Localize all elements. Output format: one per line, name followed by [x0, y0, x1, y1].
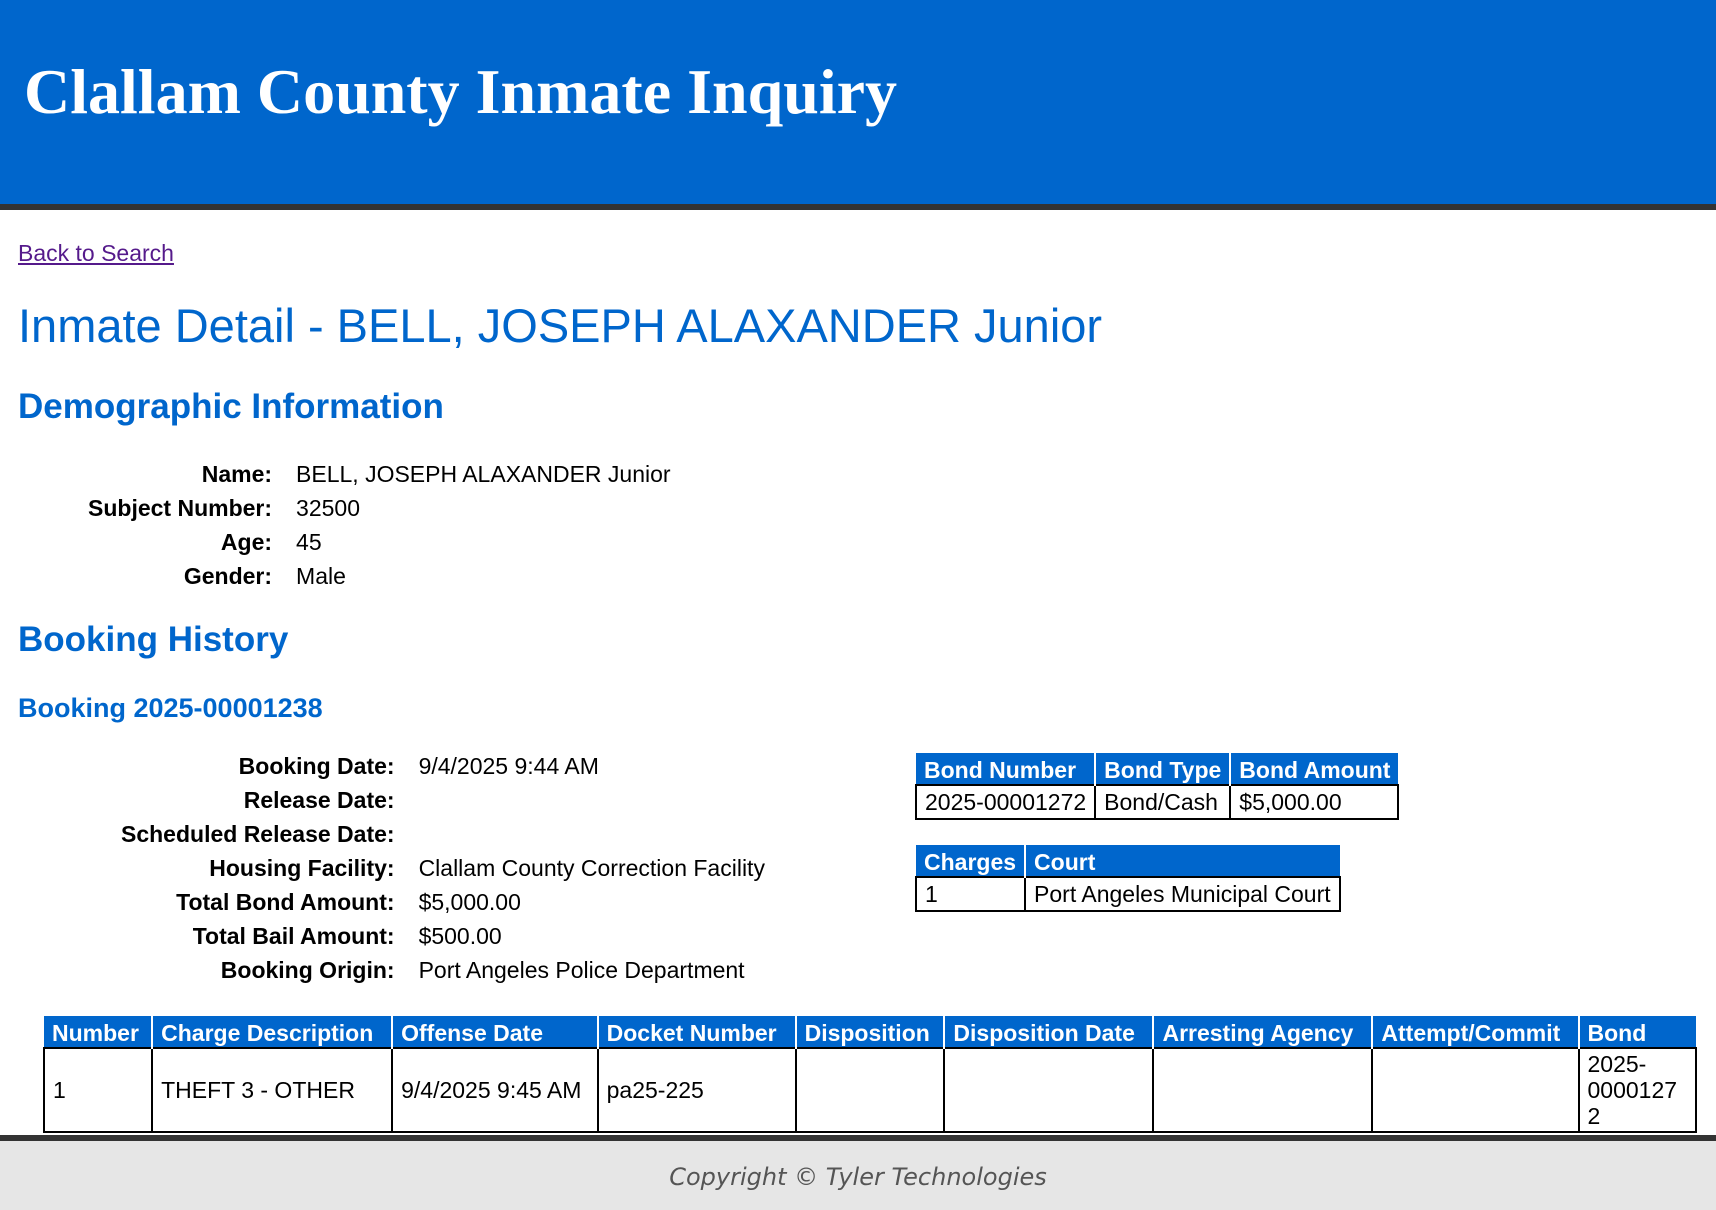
field-label: Name: — [201, 461, 273, 487]
field-label: Total Bond Amount: — [176, 889, 395, 915]
field-label: Age: — [220, 529, 273, 555]
booking-row — [121, 749, 765, 783]
page-title: Inmate Detail - BELL, JOSEPH ALAXANDER Junior — [18, 299, 1103, 352]
table-cell — [1372, 1048, 1578, 1132]
field-label: Gender: — [183, 563, 273, 589]
field-value: Clallam County Correction Facility — [418, 855, 765, 881]
copyright-text: Copyright © Tyler Technologies — [669, 1163, 1047, 1191]
demographic-row — [88, 491, 671, 525]
column-header: Docket Number — [598, 1016, 796, 1048]
field-value: $5,000.00 — [418, 889, 521, 915]
demographic-row — [88, 559, 671, 593]
site-title: Clallam County Inmate Inquiry — [24, 56, 897, 127]
booking-row — [121, 851, 765, 885]
field-value: 32500 — [296, 495, 360, 521]
column-header: Number — [44, 1016, 152, 1048]
field-value: Male — [296, 563, 346, 589]
table-row — [916, 785, 1398, 819]
table-cell: pa25-225 — [598, 1048, 796, 1132]
column-header: Bond — [1579, 1016, 1697, 1048]
demographic-row — [88, 457, 671, 491]
court-table — [915, 845, 1341, 912]
field-label: Booking Origin: — [220, 957, 395, 983]
field-value: 45 — [296, 529, 322, 555]
table-row — [44, 1048, 1696, 1132]
table-cell: 1 — [916, 877, 1025, 911]
column-header: Disposition — [796, 1016, 945, 1048]
field-value: $500.00 — [418, 923, 502, 949]
charges-table — [43, 1016, 1697, 1133]
column-header: Bond Amount — [1230, 753, 1398, 785]
booking-row — [121, 885, 765, 919]
field-label: Booking Date: — [238, 753, 395, 779]
column-header: Bond Number — [916, 753, 1095, 785]
field-label: Housing Facility: — [209, 855, 395, 881]
table-header-row — [916, 753, 1398, 785]
field-value — [419, 783, 765, 817]
demographic-row — [88, 525, 671, 559]
table-cell — [796, 1048, 945, 1132]
field-value: BELL, JOSEPH ALAXANDER Junior — [296, 461, 671, 487]
column-header: Disposition Date — [944, 1016, 1153, 1048]
booking-history-heading: Booking History — [18, 620, 289, 659]
table-cell — [944, 1048, 1153, 1132]
column-header: Attempt/Commit — [1372, 1016, 1578, 1048]
table-header-row — [916, 845, 1340, 877]
field-label: Release Date: — [243, 787, 395, 813]
booking-heading: Booking 2025-00001238 — [18, 693, 323, 723]
table-cell — [1153, 1048, 1372, 1132]
table-header-row — [44, 1016, 1696, 1048]
table-cell: THEFT 3 - OTHER — [152, 1048, 392, 1132]
page-header — [0, 0, 1716, 210]
field-value: Port Angeles Police Department — [418, 957, 745, 983]
column-header: Charges — [916, 845, 1025, 877]
field-label: Subject Number: — [88, 495, 273, 521]
table-cell: 2025-00001272 — [1579, 1048, 1697, 1132]
field-value — [419, 817, 765, 851]
bond-table — [915, 753, 1399, 820]
booking-row — [121, 953, 765, 987]
booking-row — [121, 919, 765, 953]
column-header: Offense Date — [392, 1016, 598, 1048]
field-label: Total Bail Amount: — [192, 923, 395, 949]
table-cell: 9/4/2025 9:45 AM — [392, 1048, 598, 1132]
column-header: Bond Type — [1095, 753, 1230, 785]
column-header: Charge Description — [152, 1016, 392, 1048]
demographic-table — [88, 457, 671, 593]
table-cell: Port Angeles Municipal Court — [1025, 877, 1340, 911]
booking-row — [121, 817, 765, 851]
table-row — [916, 877, 1340, 911]
column-header: Arresting Agency — [1153, 1016, 1372, 1048]
back-to-search-link[interactable]: Back to Search — [18, 240, 174, 266]
booking-row — [121, 783, 765, 817]
table-cell: Bond/Cash — [1095, 785, 1230, 819]
field-value: 9/4/2025 9:44 AM — [418, 753, 599, 779]
field-label: Scheduled Release Date: — [121, 821, 395, 847]
column-header: Court — [1025, 845, 1340, 877]
table-cell: 2025-00001272 — [916, 785, 1095, 819]
page-footer — [0, 1135, 1716, 1210]
table-cell: $5,000.00 — [1230, 785, 1398, 819]
demographic-heading: Demographic Information — [18, 387, 444, 426]
booking-details-table — [121, 749, 765, 987]
table-cell: 1 — [44, 1048, 152, 1132]
